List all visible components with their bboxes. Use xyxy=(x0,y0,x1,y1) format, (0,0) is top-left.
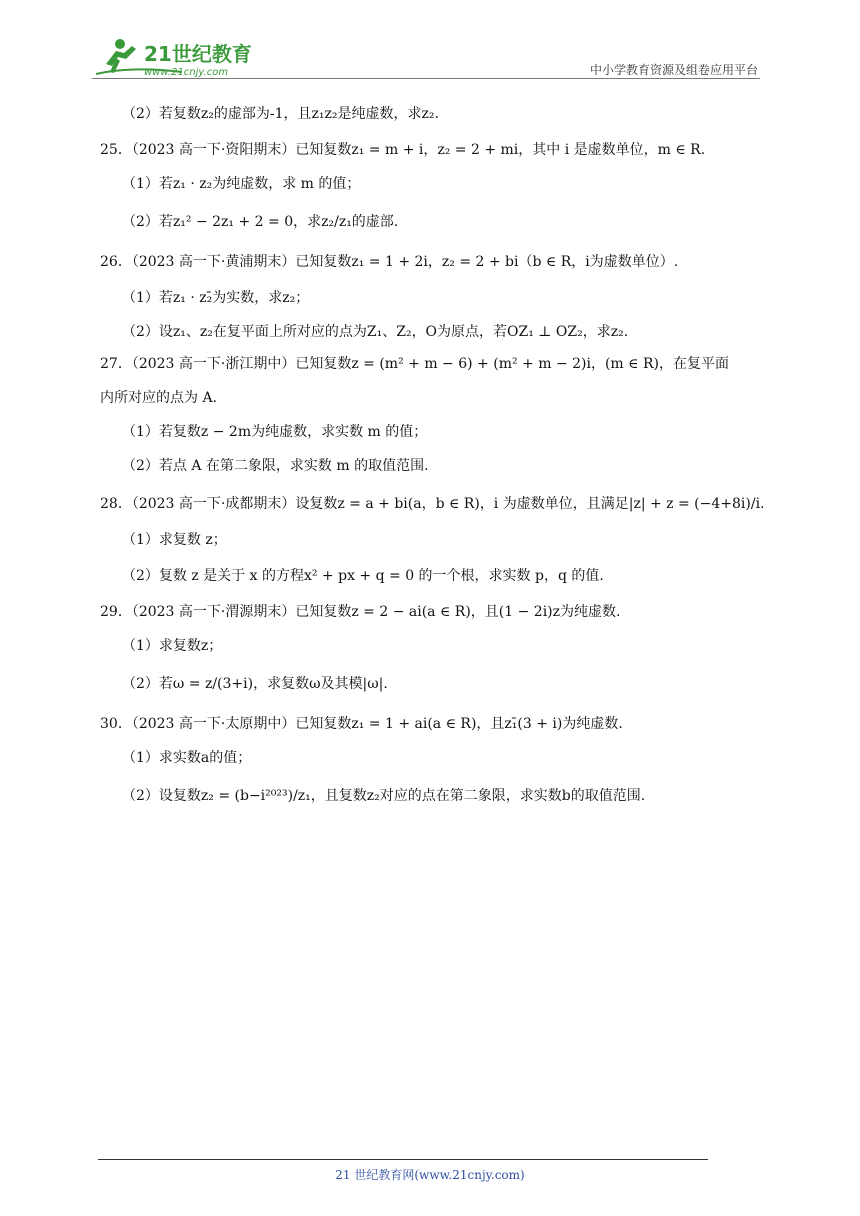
svg-text:21世纪教育: 21世纪教育 xyxy=(144,42,252,66)
page-header xyxy=(92,34,760,80)
text-line: （1）若复数z − 2m为纯虚数，求实数 m 的值； xyxy=(122,424,428,440)
text-line: （2）设z₁、z₂在复平面上所对应的点为Z₁、Z₂，O为原点，若OZ₁ ⊥ OZ₂，求z₂. xyxy=(122,324,629,340)
problem-25: 25．（2023 高一下·资阳期末）已知复数z₁ = m + i，z₂ = 2 + mi，其中 i 是虚数单位，m ∈ R. xyxy=(100,142,706,158)
text-line: （2）若点 A 在第二象限，求实数 m 的取值范围. xyxy=(122,458,429,474)
text-line: （1）若z₁ · z₂̄为实数，求z₂； xyxy=(122,290,310,306)
text-line: （2）若z₁² − 2z₁ + 2 = 0，求z₂/z₁的虚部. xyxy=(122,214,399,230)
svg-text:www.21cnjy.com: www.21cnjy.com xyxy=(144,67,229,78)
text-line: （2）设复数z₂ = (b−i²⁰²³)/z₁，且复数z₂对应的点在第二象限，求实数b的取值范围. xyxy=(122,788,646,804)
problem-28: 28．（2023 高一下·成都期末）设复数z = a + bi(a，b ∈ R)，i 为虚数单位，且满足|z| + z = (−4+8i)/i. xyxy=(100,496,765,512)
problem-30: 30．（2023 高一下·太原期中）已知复数z₁ = 1 + ai(a ∈ R)，且z₁̄(3 + i)为纯虚数. xyxy=(100,716,623,732)
text-line: （1）求复数 z； xyxy=(122,532,227,548)
problem-27: 27．（2023 高一下·浙江期中）已知复数z = (m² + m − 6) + (m² + m − 2)i，(m ∈ R)，在复平面 xyxy=(100,356,729,372)
text-line: （1）求复数z； xyxy=(122,638,223,654)
text-line: 内所对应的点为 A. xyxy=(100,390,218,406)
problem-26: 26．（2023 高一下·黄浦期末）已知复数z₁ = 1 + 2i，z₂ = 2 + bi（b ∈ R，i为虚数单位）. xyxy=(100,254,679,270)
text-line: （2）若ω = z/(3+i)，求复数ω及其模|ω|. xyxy=(122,676,388,692)
platform-title: 中小学教育资源及组卷应用平台 xyxy=(589,63,758,77)
text-line: （1）若z₁ · z₂为纯虚数，求 m 的值； xyxy=(122,176,361,192)
text-line: （2）若复数z₂的虚部为-1，且z₁z₂是纯虚数，求z₂. xyxy=(122,106,439,122)
footer-divider xyxy=(98,1159,708,1160)
text-line: （1）求实数a的值； xyxy=(122,750,252,766)
text-line: （2）复数 z 是关于 x 的方程x² + px + q = 0 的一个根，求实数 p，q 的值. xyxy=(122,568,604,584)
footer-text: 21 世纪教育网(www.21cnjy.com) xyxy=(335,1168,525,1182)
logo-21cnjy-icon xyxy=(92,34,272,80)
header-divider xyxy=(92,78,760,79)
problem-29: 29．（2023 高一下·渭源期末）已知复数z = 2 − ai(a ∈ R)，且(1 − 2i)z为纯虚数. xyxy=(100,604,621,620)
